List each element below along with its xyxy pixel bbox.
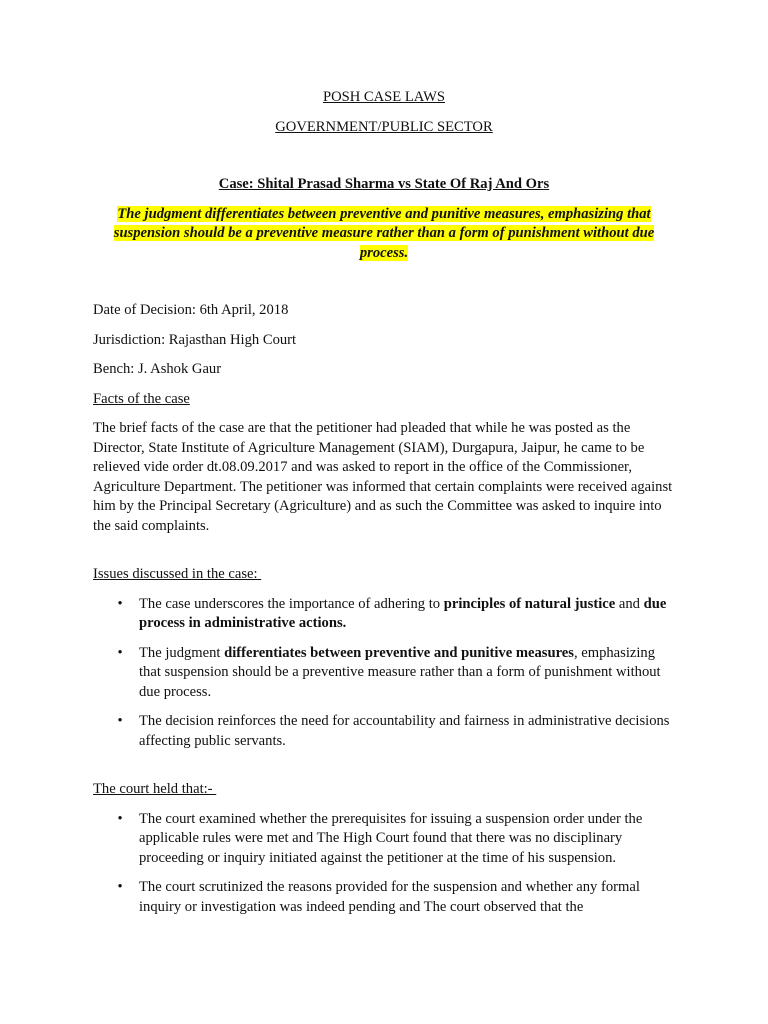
doc-subtitle: GOVERNMENT/PUBLIC SECTOR [275, 118, 493, 135]
list-item: • The decision reinforces the need for accountability and fairness in administrative decisions affecting public servants. [93, 712, 675, 751]
case-title: Case: Shital Prasad Sharma vs State Of Raj And Ors [218, 176, 550, 192]
issues-heading: Issues discussed in the case: [93, 566, 262, 582]
doc-title: POSH CASE LAWS [322, 89, 446, 105]
held-list [93, 810, 675, 918]
bullet-icon: • [117, 713, 123, 729]
decision-date: Date of Decision: 6th April, 2018 [93, 302, 289, 318]
bullet-icon: • [117, 644, 123, 661]
case-summary-highlight [93, 205, 675, 264]
jurisdiction: Jurisdiction: Rajasthan High Court [93, 331, 297, 348]
facts-heading: Facts of the case [93, 390, 190, 407]
bullet-icon: • [117, 879, 123, 895]
list-item: • The court scrutinized the reasons provided for the suspension and whether any formal inquiry or investigation was indeed pending and The court observed that the [93, 878, 675, 917]
list-item: • The court examined whether the prerequisites for issuing a suspension order under the applicable rules were met and The High Court found that there was no disciplinary proceeding or inquiry initiated against the petitioner at the time of his suspension. [93, 810, 675, 869]
bullet-icon: • [117, 595, 123, 612]
issues-list [93, 595, 675, 752]
bench: Bench: J. Ashok Gaur [93, 361, 222, 377]
bullet-icon: • [117, 810, 123, 827]
list-item: • The judgment differentiates between preventive and punitive measures, emphasizing that suspension should be a preventive measure rather than a form of punishment without due process. [93, 644, 675, 703]
highlighted-text: The judgment differentiates between preventive and punitive measures, emphasizing that suspension should be a preventive measure rather than a form of punishment without due process. [113, 205, 655, 261]
facts-body: The brief facts of the case are that the petitioner had pleaded that while he was posted as the Director, State Institute of Agriculture Management (SIAM), Durgapura, Jaipur, he came to be relieved vide order dt.08.09.2017 and was asked to report in the office of the Commissioner, Agriculture Department. The petitioner was informed that certain complaints were received against him by the Principal Secretary (Agriculture) and as such the Committee was asked to inquire into the said complaints. [93, 420, 673, 534]
court-held-heading: The court held that:- [93, 781, 217, 797]
document-page [93, 88, 675, 927]
list-item: • The case underscores the importance of adhering to principles of natural justice and due process in administrative actions. [93, 595, 675, 634]
